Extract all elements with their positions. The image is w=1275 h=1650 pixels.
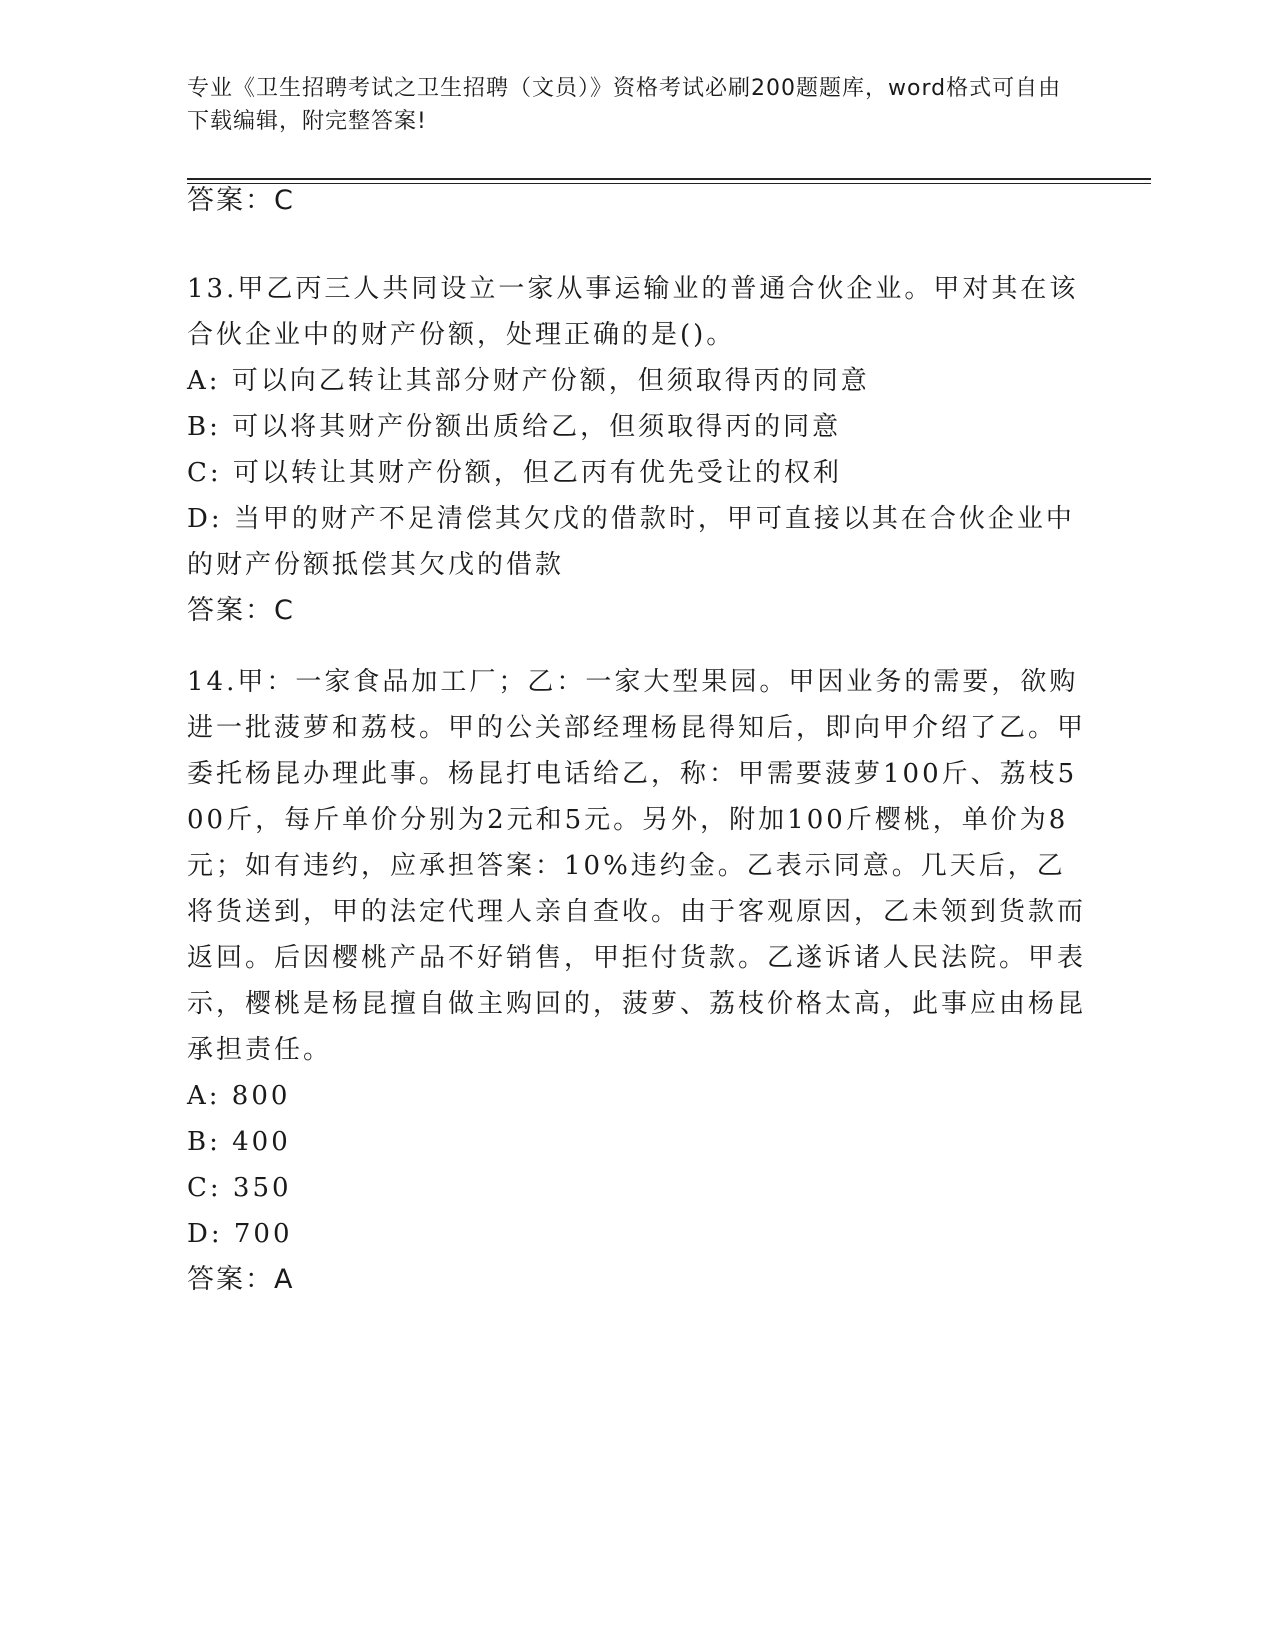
- document-header: 专业《卫生招聘考试之卫生招聘（文员）》资格考试必刷200题题库，word格式可自由下载编辑，附完整答案!: [187, 76, 1062, 134]
- question-14: [187, 659, 1087, 1303]
- answer-label: 答案：C: [187, 185, 295, 216]
- option-b: B: 400: [187, 1127, 291, 1157]
- answer-label: 答案：C: [187, 595, 295, 626]
- option-a: A: 800: [187, 1081, 291, 1111]
- question-stem: 13.甲乙丙三人共同设立一家从事运输业的普通合伙企业。甲对其在该合伙企业中的财产份额，处理正确的是()。: [187, 274, 1079, 350]
- option-d: D: 当甲的财产不足清偿其欠戊的借款时，甲可直接以其在合伙企业中的财产份额抵偿其欠戊的借款: [187, 504, 1075, 580]
- option-c: C: 350: [187, 1173, 292, 1203]
- question-stem: 14.甲：一家食品加工厂；乙：一家大型果园。甲因业务的需要，欲购进一批菠萝和荔枝。甲的公关部经理杨昆得知后，即向甲介绍了乙。甲委托杨昆办理此事。杨昆打电话给乙，称：甲需要菠萝100斤、荔枝500斤，每斤单价分别为2元和5元。另外，附加100斤樱桃，单价为8元；如有违约，应承担答案：10%违约金。乙表示同意。几天后，乙将货送到，甲的法定代理人亲自查收。由于客观原因，乙未领到货款而返回。后因樱桃产品不好销售，甲拒付货款。乙遂诉诸人民法院。甲表示，樱桃是杨昆擅自做主购回的，菠萝、荔枝价格太高，此事应由杨昆承担责任。: [187, 667, 1087, 1065]
- question-13: [187, 266, 1087, 634]
- previous-answer-block: [187, 178, 1087, 224]
- option-b: B: 可以将其财产份额出质给乙，但须取得丙的同意: [187, 412, 842, 442]
- option-a: A: 可以向乙转让其部分财产份额，但须取得丙的同意: [187, 366, 870, 396]
- option-c: C: 可以转让其财产份额，但乙丙有优先受让的权利: [187, 458, 842, 488]
- option-d: D: 700: [187, 1219, 293, 1249]
- answer-label: 答案：A: [187, 1264, 295, 1295]
